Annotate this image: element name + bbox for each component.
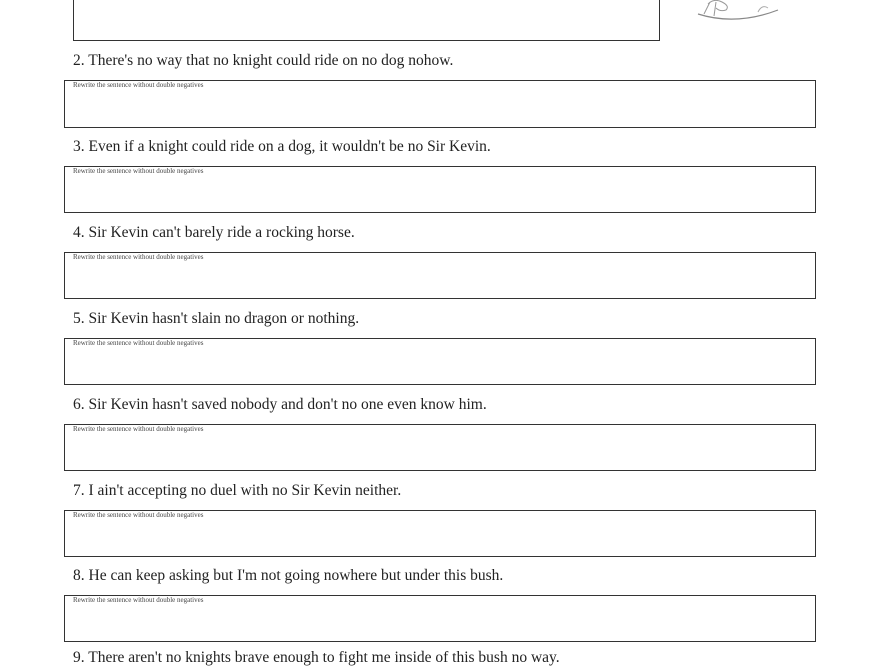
answer-hint: Rewrite the sentence without double negatives <box>73 425 204 433</box>
answer-hint: Rewrite the sentence without double negatives <box>73 339 204 347</box>
question-number: 7. <box>73 482 85 499</box>
answer-box-1[interactable] <box>73 0 660 41</box>
question-text: Sir Kevin hasn't slain no dragon or nothing. <box>88 310 360 327</box>
question-8 <box>73 567 503 585</box>
answer-box-4[interactable] <box>64 252 816 299</box>
question-number: 2. <box>73 52 85 69</box>
question-text: Even if a knight could ride on a dog, it wouldn't be no Sir Kevin. <box>88 138 491 155</box>
question-number: 8. <box>73 567 85 584</box>
question-4 <box>73 224 355 242</box>
answer-box-7[interactable] <box>64 510 816 557</box>
question-6 <box>73 396 487 414</box>
answer-box-8[interactable] <box>64 595 816 642</box>
answer-hint: Rewrite the sentence without double negatives <box>73 511 204 519</box>
answer-hint: Rewrite the sentence without double negatives <box>73 81 204 89</box>
rocking-horse-icon <box>690 0 782 24</box>
question-7 <box>73 482 401 500</box>
question-3 <box>73 138 491 156</box>
question-text: I ain't accepting no duel with no Sir Kevin neither. <box>88 482 402 499</box>
answer-box-6[interactable] <box>64 424 816 471</box>
answer-box-5[interactable] <box>64 338 816 385</box>
question-text: Sir Kevin can't barely ride a rocking horse. <box>88 224 355 241</box>
question-number: 4. <box>73 224 85 241</box>
question-2 <box>73 52 453 70</box>
question-text: Sir Kevin hasn't saved nobody and don't no one even know him. <box>88 396 487 413</box>
question-9 <box>73 649 560 667</box>
question-text: There's no way that no knight could ride on no dog nohow. <box>88 52 454 69</box>
question-number: 9. <box>73 649 85 666</box>
answer-hint: Rewrite the sentence without double negatives <box>73 167 204 175</box>
answer-box-3[interactable] <box>64 166 816 213</box>
question-text: He can keep asking but I'm not going nowhere but under this bush. <box>88 567 504 584</box>
answer-box-2[interactable] <box>64 80 816 128</box>
question-number: 3. <box>73 138 85 155</box>
question-number: 5. <box>73 310 85 327</box>
answer-hint: Rewrite the sentence without double negatives <box>73 596 204 604</box>
question-5 <box>73 310 359 328</box>
question-text: There aren't no knights brave enough to fight me inside of this bush no way. <box>88 649 560 666</box>
question-number: 6. <box>73 396 85 413</box>
answer-hint: Rewrite the sentence without double negatives <box>73 253 204 261</box>
